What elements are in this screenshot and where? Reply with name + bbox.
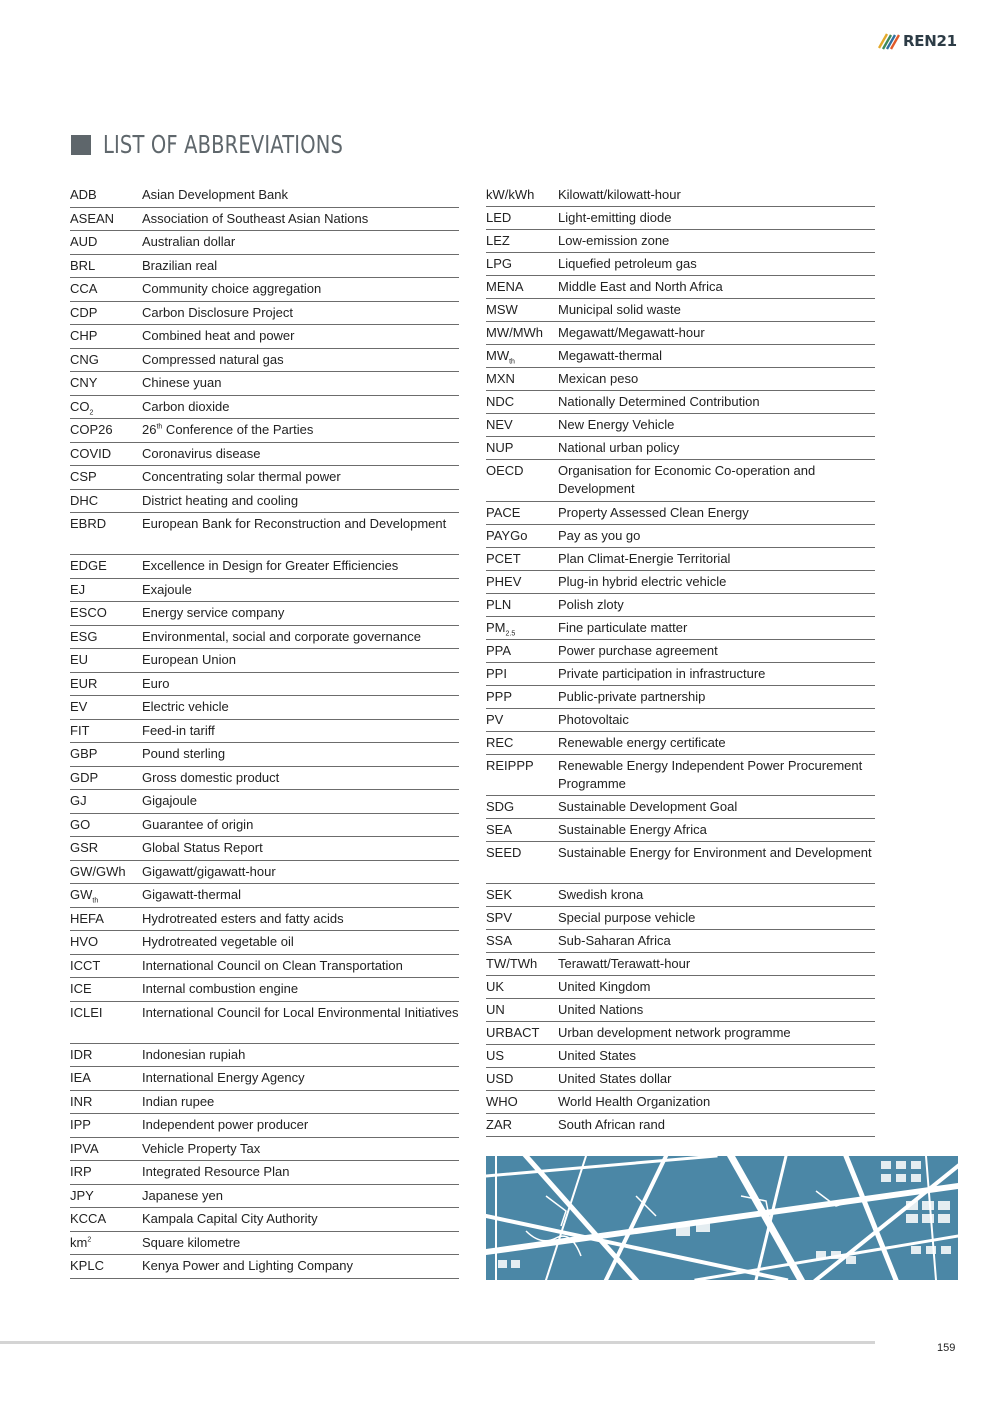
abbreviation-term: NDC — [486, 394, 515, 409]
abbreviation-term: FIT — [70, 722, 90, 738]
abbreviation-row — [486, 548, 875, 571]
abbreviation-term: AUD — [70, 234, 98, 249]
abbreviation-definition: Internal combustion engine — [142, 981, 299, 996]
abbreviation-term: $CO_2$ — [70, 398, 94, 417]
abbreviation-definition: Kampala Capital City Authority — [142, 1211, 318, 1226]
footer-divider — [0, 1341, 875, 1344]
abbreviation-row — [70, 513, 459, 555]
abbreviation-row — [70, 1002, 459, 1044]
title-square-icon — [71, 135, 91, 155]
abbreviation-row — [70, 790, 459, 814]
abbreviation-row — [486, 686, 875, 709]
abbreviation-row — [70, 955, 459, 979]
abbreviation-term: GDP — [70, 769, 99, 785]
abbreviation-row — [70, 978, 459, 1002]
abbreviation-term: UN — [486, 1001, 505, 1017]
city-map-icon — [486, 1156, 958, 1280]
abbreviation-term: HVO — [70, 934, 99, 949]
abbreviation-term: IPVA — [70, 1140, 99, 1156]
abbreviation-definition: New Energy Vehicle — [558, 417, 675, 432]
abbreviation-term: IRP — [70, 1164, 92, 1179]
page-title — [71, 130, 411, 159]
abbreviation-row — [70, 1208, 459, 1232]
abbreviation-definition: Liquefied petroleum gas — [558, 256, 697, 271]
abbreviation-definition: Environmental, social and corporate governance — [142, 628, 421, 644]
abbreviation-term: IPP — [70, 1117, 91, 1132]
abbreviation-row — [486, 663, 875, 686]
abbreviation-term: ESG — [70, 628, 98, 644]
abbreviation-row — [486, 640, 875, 663]
abbreviation-term: SEA — [486, 822, 513, 837]
abbreviation-row — [70, 743, 459, 767]
abbreviation-definition: Public-private partnership — [558, 688, 706, 704]
abbreviation-term: GBP — [70, 746, 98, 761]
abbreviation-row — [486, 276, 875, 299]
abbreviation-definition: Community choice aggregation — [142, 281, 322, 296]
abbreviation-definition: Light-emitting diode — [558, 210, 672, 225]
abbreviation-definition: Gigajoule — [142, 793, 197, 808]
abbreviation-definition: Plug-in hybrid electric vehicle — [558, 573, 727, 589]
abbreviation-row — [70, 490, 459, 514]
abbreviation-definition: Hydrotreated vegetable oil — [142, 934, 294, 949]
abbreviation-row — [70, 231, 459, 255]
abbreviation-term: CDP — [70, 304, 98, 320]
abbreviation-definition: Kilowatt/kilowatt-hour — [558, 187, 681, 202]
abbreviation-definition: Gross domestic product — [142, 769, 280, 785]
abbreviation-row — [70, 325, 459, 349]
abbreviation-term: IEA — [70, 1070, 91, 1085]
abbreviation-definition: Japanese yen — [142, 1187, 223, 1203]
abbreviation-row — [70, 1255, 459, 1279]
abbreviations-right-column — [486, 184, 875, 1137]
abbreviation-row — [486, 617, 875, 640]
abbreviation-term: PV — [486, 711, 504, 727]
page-title-text: LIST OF ABBREVIATIONS — [103, 130, 344, 159]
abbreviation-definition: Energy service company — [142, 605, 285, 620]
abbreviation-term: URBACT — [486, 1024, 540, 1040]
abbreviation-term: OECD — [486, 463, 524, 478]
abbreviation-term: KCCA — [70, 1211, 107, 1226]
abbreviation-term: EUR — [70, 675, 98, 691]
abbreviation-definition: Renewable energy certificate — [558, 734, 726, 750]
abbreviation-definition: Guarantee of origin — [142, 816, 254, 832]
abbreviation-definition: Plan Climat-Energie Territorial — [558, 550, 731, 566]
page-number: 159 — [937, 1342, 956, 1354]
abbreviation-term: LED — [486, 210, 512, 225]
abbreviation-definition: Middle East and North Africa — [558, 279, 723, 294]
abbreviation-term: LEZ — [486, 233, 510, 248]
abbreviation-definition: Pound sterling — [142, 746, 226, 761]
abbreviation-row — [70, 372, 459, 396]
abbreviation-definition: Organisation for Economic Co-operation and Development — [558, 463, 816, 496]
abbreviation-row — [486, 594, 875, 617]
abbreviation-term: REIPPP — [486, 757, 534, 773]
abbreviation-definition: Euro — [142, 675, 170, 691]
abbreviation-term: GSR — [70, 840, 99, 855]
abbreviation-row — [70, 1067, 459, 1091]
abbreviation-term: SEK — [486, 886, 513, 902]
abbreviation-definition: Power purchase agreement — [558, 642, 718, 658]
abbreviation-term: PCET — [486, 550, 521, 566]
abbreviation-definition: Private participation in infrastructure — [558, 665, 766, 681]
abbreviation-row — [486, 709, 875, 732]
abbreviation-definition: Renewable Energy Independent Power Procurement Programme — [558, 757, 863, 791]
abbreviation-row — [486, 414, 875, 437]
abbreviation-definition: United Nations — [558, 1001, 644, 1017]
abbreviation-term: DHC — [70, 492, 99, 508]
abbreviation-term: INR — [70, 1093, 93, 1109]
abbreviation-definition: Polish zloty — [558, 596, 624, 612]
abbreviation-definition: 26th Conference of the Parties — [142, 422, 314, 437]
abbreviation-definition: District heating and cooling — [142, 492, 299, 508]
abbreviation-definition: Special purpose vehicle — [558, 909, 696, 925]
abbreviation-row — [70, 861, 459, 885]
abbreviation-definition: Swedish krona — [558, 886, 644, 902]
abbreviation-row — [486, 230, 875, 253]
abbreviation-term: ICLEI — [70, 1004, 103, 1020]
abbreviation-row — [486, 755, 875, 797]
abbreviation-row — [70, 443, 459, 467]
abbreviation-definition: Gigawatt/gigawatt-hour — [142, 863, 276, 879]
abbreviation-row — [486, 299, 875, 322]
abbreviation-term: NEV — [486, 417, 513, 432]
abbreviation-definition: Association of Southeast Asian Nations — [142, 210, 369, 226]
abbreviation-term: USD — [486, 1070, 514, 1086]
abbreviation-definition: International Energy Agency — [142, 1070, 305, 1085]
abbreviation-definition: Asian Development Bank — [142, 187, 288, 202]
abbreviation-definition: Pay as you go — [558, 527, 641, 543]
abbreviation-term: HEFA — [70, 910, 104, 926]
abbreviation-definition: Indonesian rupiah — [142, 1046, 246, 1062]
abbreviations-left-column — [70, 184, 459, 1279]
abbreviation-definition: United Kingdom — [558, 978, 651, 994]
abbreviation-term: SDG — [486, 799, 515, 814]
abbreviation-definition: Mexican peso — [558, 371, 639, 386]
abbreviation-definition: European Bank for Reconstruction and Development — [142, 516, 447, 531]
abbreviation-row — [70, 278, 459, 302]
abbreviation-term: KPLC — [70, 1258, 104, 1273]
abbreviation-row — [486, 525, 875, 548]
abbreviation-row — [70, 396, 459, 420]
abbreviation-term: EBRD — [70, 516, 107, 531]
abbreviation-term: NUP — [486, 440, 514, 455]
abbreviation-row — [70, 908, 459, 932]
logo-text: REN21 — [903, 32, 957, 50]
abbreviation-row — [486, 1114, 875, 1137]
abbreviation-definition: Sustainable Development Goal — [558, 799, 738, 814]
abbreviation-row — [486, 368, 875, 391]
abbreviation-term: EJ — [70, 581, 86, 597]
abbreviation-term: $PM_{2.5}$ — [486, 619, 516, 638]
abbreviation-row — [70, 555, 459, 579]
abbreviation-definition: Carbon dioxide — [142, 398, 230, 414]
abbreviation-term: TW/TWh — [486, 955, 538, 971]
abbreviation-term: ICE — [70, 981, 92, 996]
abbreviation-row — [70, 626, 459, 650]
abbreviation-definition: Combined heat and power — [142, 328, 295, 343]
abbreviation-row — [70, 1114, 459, 1138]
abbreviation-term: MW/MWh — [486, 325, 544, 340]
abbreviation-row — [70, 466, 459, 490]
abbreviation-definition: United States dollar — [558, 1070, 672, 1086]
abbreviation-row — [486, 322, 875, 345]
abbreviation-row — [486, 1022, 875, 1045]
abbreviation-term: MXN — [486, 371, 515, 386]
abbreviation-row — [70, 579, 459, 603]
abbreviation-definition: Megawatt/Megawatt-hour — [558, 325, 705, 340]
abbreviation-row — [486, 953, 875, 976]
abbreviation-definition: Coronavirus disease — [142, 445, 261, 461]
abbreviation-row — [70, 255, 459, 279]
abbreviation-row — [486, 207, 875, 230]
abbreviation-definition: Property Assessed Clean Energy — [558, 504, 749, 520]
abbreviation-row — [70, 720, 459, 744]
abbreviation-row — [486, 345, 875, 368]
abbreviation-definition: Excellence in Design for Greater Efficiencies — [142, 558, 399, 573]
abbreviation-term: SEED — [486, 845, 522, 860]
abbreviation-term: UK — [486, 978, 505, 994]
abbreviation-row — [70, 767, 459, 791]
abbreviation-row — [70, 349, 459, 373]
abbreviation-definition: Chinese yuan — [142, 375, 222, 390]
abbreviation-definition: Compressed natural gas — [142, 351, 284, 367]
abbreviation-row — [486, 907, 875, 930]
abbreviation-definition: International Council for Local Environmental Initiatives — [142, 1004, 459, 1020]
abbreviation-row — [70, 1138, 459, 1162]
abbreviation-row — [70, 1044, 459, 1068]
abbreviation-definition: Hydrotreated esters and fatty acids — [142, 910, 344, 926]
abbreviation-definition: Municipal solid waste — [558, 302, 681, 317]
abbreviation-definition: South African rand — [558, 1116, 665, 1132]
abbreviation-row — [70, 302, 459, 326]
abbreviation-row — [70, 1091, 459, 1115]
abbreviation-row — [70, 419, 459, 443]
abbreviation-term: JPY — [70, 1187, 94, 1203]
abbreviation-term: WHO — [486, 1093, 518, 1109]
abbreviation-term: CCA — [70, 281, 98, 296]
abbreviation-definition: Sustainable Energy Africa — [558, 822, 707, 837]
abbreviation-definition: Photovoltaic — [558, 711, 629, 727]
abbreviation-definition: Indian rupee — [142, 1093, 215, 1109]
abbreviation-term: PAYGo — [486, 527, 528, 543]
abbreviation-definition: Brazilian real — [142, 257, 218, 273]
ren21-logo-icon — [878, 32, 900, 50]
abbreviation-definition: Sub-Saharan Africa — [558, 932, 671, 948]
abbreviation-row — [486, 732, 875, 755]
abbreviation-term: $km^2$ — [70, 1234, 92, 1250]
abbreviation-term: ICCT — [70, 957, 101, 973]
abbreviation-row — [486, 571, 875, 594]
abbreviation-row — [486, 502, 875, 525]
abbreviation-definition: International Council on Clean Transportation — [142, 957, 403, 973]
abbreviation-term: COP26 — [70, 422, 113, 437]
abbreviation-definition: Urban development network programme — [558, 1024, 791, 1040]
abbreviation-definition: United States — [558, 1047, 637, 1063]
abbreviation-row — [70, 814, 459, 838]
abbreviation-row — [70, 1161, 459, 1185]
abbreviation-row — [486, 842, 875, 884]
abbreviation-term: ADB — [70, 187, 97, 202]
abbreviation-term: CSP — [70, 469, 97, 484]
abbreviation-term: EU — [70, 652, 89, 667]
abbreviation-term: SPV — [486, 909, 513, 925]
abbreviation-definition: Kenya Power and Lighting Company — [142, 1258, 354, 1273]
abbreviation-row — [486, 884, 875, 907]
abbreviation-definition: European Union — [142, 652, 236, 667]
abbreviation-row — [70, 673, 459, 697]
abbreviation-definition: Nationally Determined Contribution — [558, 394, 760, 409]
abbreviation-definition: Terawatt/Terawatt-hour — [558, 955, 691, 971]
abbreviation-term: GJ — [70, 793, 87, 808]
abbreviation-term: PACE — [486, 504, 521, 520]
abbreviation-definition: Vehicle Property Tax — [142, 1140, 261, 1156]
abbreviation-definition: Feed-in tariff — [142, 722, 215, 738]
abbreviation-row — [486, 184, 875, 207]
abbreviation-definition: Integrated Resource Plan — [142, 1164, 290, 1179]
abbreviation-definition: Low-emission zone — [558, 233, 670, 248]
abbreviation-definition: Exajoule — [142, 581, 192, 597]
abbreviation-definition: Gigawatt-thermal — [142, 887, 241, 902]
abbreviation-definition: Independent power producer — [142, 1117, 309, 1132]
abbreviation-definition: Square kilometre — [142, 1234, 241, 1250]
abbreviation-definition: Australian dollar — [142, 234, 236, 249]
abbreviation-row — [486, 819, 875, 842]
abbreviation-term: LPG — [486, 256, 513, 271]
abbreviation-row — [486, 999, 875, 1022]
abbreviation-row — [486, 391, 875, 414]
abbreviation-row — [70, 649, 459, 673]
abbreviation-row — [70, 931, 459, 955]
abbreviation-definition: Carbon Disclosure Project — [142, 304, 294, 320]
abbreviation-term: COVID — [70, 445, 112, 461]
abbreviation-term: kW/kWh — [486, 187, 535, 202]
abbreviation-term: IDR — [70, 1046, 93, 1062]
abbreviation-term: MSW — [486, 302, 518, 317]
abbreviation-row — [486, 976, 875, 999]
abbreviation-term: ESCO — [70, 605, 107, 620]
city-map-illustration — [486, 1156, 958, 1280]
abbreviation-row — [70, 1185, 459, 1209]
abbreviation-definition: National urban policy — [558, 440, 680, 455]
abbreviation-definition: Global Status Report — [142, 840, 263, 855]
abbreviation-term: EV — [70, 699, 88, 714]
abbreviation-term: US — [486, 1047, 505, 1063]
abbreviation-term: CNG — [70, 351, 99, 367]
abbreviation-term: GO — [70, 816, 91, 832]
abbreviation-row — [70, 602, 459, 626]
abbreviation-term: SSA — [486, 932, 513, 948]
abbreviation-definition: Sustainable Energy for Environment and Development — [558, 845, 872, 860]
abbreviation-definition: Megawatt-thermal — [558, 348, 663, 363]
abbreviation-row — [486, 253, 875, 276]
abbreviation-term: ASEAN — [70, 210, 115, 226]
abbreviation-row — [70, 184, 459, 208]
abbreviation-row — [486, 930, 875, 953]
abbreviation-term: PPI — [486, 665, 507, 681]
abbreviation-definition: Concentrating solar thermal power — [142, 469, 341, 484]
abbreviation-row — [70, 837, 459, 861]
abbreviation-term: CHP — [70, 328, 98, 343]
abbreviation-row — [486, 796, 875, 819]
abbreviation-definition: Fine particulate matter — [558, 619, 688, 635]
ren21-logo — [878, 31, 957, 51]
abbreviation-term: MENA — [486, 279, 524, 294]
abbreviation-definition: World Health Organization — [558, 1093, 711, 1109]
abbreviation-term: PPA — [486, 642, 512, 658]
abbreviation-term: PLN — [486, 596, 512, 612]
abbreviation-term: CNY — [70, 375, 98, 390]
abbreviation-term: PPP — [486, 688, 513, 704]
abbreviation-row — [70, 696, 459, 720]
abbreviation-row — [486, 460, 875, 502]
abbreviation-term: ZAR — [486, 1116, 512, 1132]
abbreviation-term: $GW_{th}$ — [70, 887, 99, 905]
abbreviation-row — [486, 1068, 875, 1091]
abbreviation-term: BRL — [70, 257, 96, 273]
abbreviation-row — [70, 884, 459, 908]
abbreviation-term: REC — [486, 734, 514, 750]
abbreviation-term: $MW_{th}$ — [486, 348, 515, 366]
abbreviation-term: GW/GWh — [70, 863, 126, 879]
abbreviation-row — [486, 437, 875, 460]
abbreviation-term: PHEV — [486, 573, 522, 589]
abbreviation-row — [70, 208, 459, 232]
abbreviation-row — [70, 1232, 459, 1256]
abbreviation-row — [486, 1045, 875, 1068]
abbreviation-definition: Electric vehicle — [142, 699, 229, 714]
abbreviation-row — [486, 1091, 875, 1114]
abbreviation-term: EDGE — [70, 558, 107, 573]
